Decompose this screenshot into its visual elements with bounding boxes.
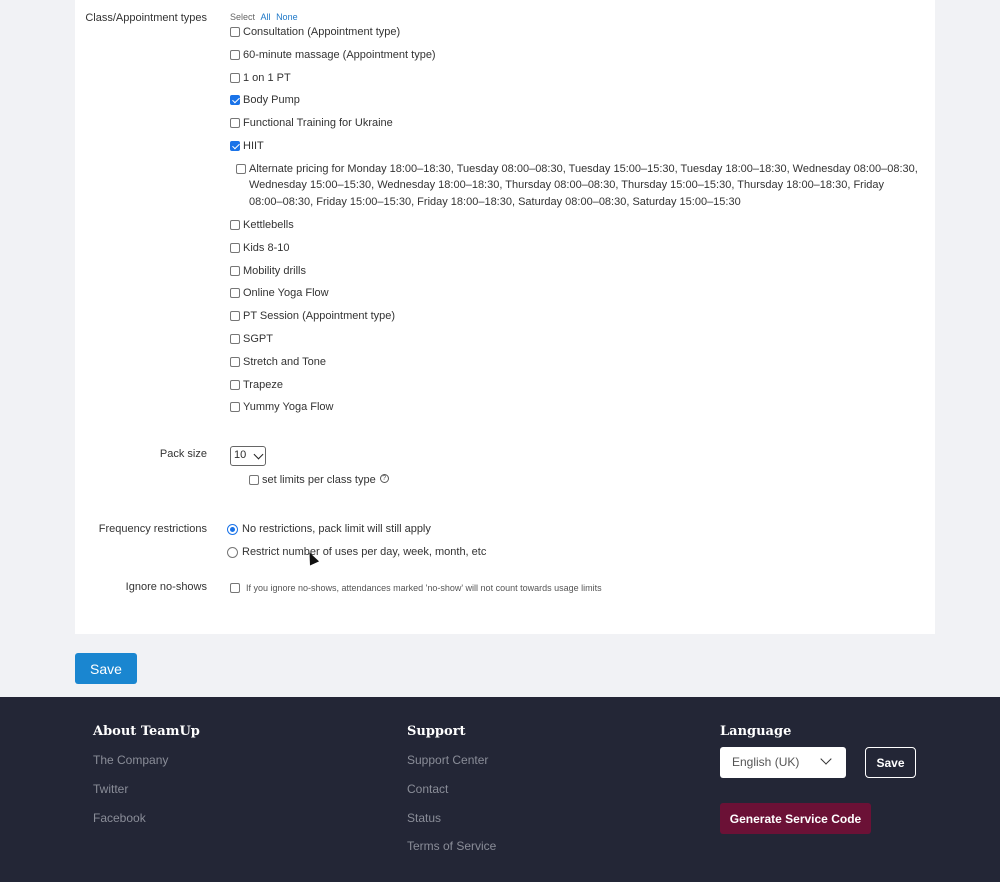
class-type-checkbox[interactable] [230,95,240,105]
select-none-link[interactable]: None [276,12,298,22]
class-type-item [230,331,920,347]
language-select[interactable] [720,747,846,778]
footer-about-heading: About TeamUp [93,724,200,739]
class-type-item [230,115,920,131]
class-type-item [230,354,920,370]
class-type-checkbox[interactable] [230,334,240,344]
footer-support-heading: Support [407,724,466,739]
class-type-label: Functional Training for Ukraine [243,117,393,130]
class-type-checkbox[interactable] [230,357,240,367]
class-type-label: Kids 8-10 [243,241,290,254]
class-type-checkbox[interactable] [230,243,240,253]
class-type-checkbox[interactable] [230,50,240,60]
class-type-label: Alternate pricing for Monday 18:00–18:30, Tuesday 08:00–08:30, Tuesday 15:00–15:30, Tuesday 18:00–18:30, Wednesday 08:00–08:30, Wednesday 15:00–15:30, Wednesday 18:00–18:30, Thursday 08:00–08:30, Thursday 15:00–15:30, Thursday 18:00–18:30, Friday 08:00–08:30, Friday 15:00–15:30, Friday 18:00–18:30, Saturday 08:00–08:30, Saturday 15:00–15:30 [249,162,918,208]
class-type-list [230,24,920,422]
class-type-item [230,92,920,108]
footer-support [407,724,496,868]
footer-link-support-center[interactable]: Support Center [407,753,489,767]
class-type-label: 1 on 1 PT [243,71,291,84]
radio-restrict-uses[interactable] [227,547,238,558]
class-type-label: Kettlebells [243,219,294,232]
select-prefix: Select [230,12,256,22]
class-type-item [230,399,920,415]
chevron-down-icon [820,753,831,764]
class-type-label: Consultation (Appointment type) [243,26,401,38]
frequency-option-label: Restrict number of uses per day, week, month, etc [242,546,487,558]
set-limits-row [249,474,389,486]
class-type-checkbox[interactable] [230,220,240,230]
class-type-item [230,138,920,154]
chevron-down-icon [254,450,264,460]
help-icon[interactable]: ? [380,474,389,483]
select-links [230,12,298,22]
class-type-checkbox[interactable] [230,141,240,151]
footer-link-twitter[interactable]: Twitter [93,781,129,796]
class-type-label: Trapeze [243,378,283,391]
class-type-checkbox[interactable] [230,27,240,37]
generate-service-code-button[interactable]: Generate Service Code [720,803,871,834]
class-type-item [230,308,920,324]
frequency-option-none[interactable] [227,523,431,535]
footer-language-heading: Language [720,724,792,739]
class-type-label: SGPT [243,333,273,346]
set-limits-checkbox[interactable] [249,475,259,485]
frequency-option-label: No restrictions, pack limit will still apply [242,523,431,535]
ignore-noshows-hint: If you ignore no-shows, attendances marked 'no-show' will not count towards usage limits [246,583,602,593]
class-type-checkbox[interactable] [230,402,240,412]
footer-about [93,724,200,839]
class-type-label: Body Pump [243,94,300,107]
class-type-item [230,285,920,301]
class-type-label: 60-minute massage (Appointment type) [243,48,436,61]
class-type-item [230,263,920,279]
save-button[interactable]: Save [75,653,137,684]
class-type-item [230,47,920,63]
class-type-item [230,377,920,393]
footer [0,697,1000,882]
radio-no-restrictions[interactable] [227,524,238,535]
language-save-button[interactable]: Save [865,747,916,778]
pack-size-select[interactable] [230,446,266,466]
footer-link-contact[interactable]: Contact [407,781,449,796]
footer-link-facebook[interactable]: Facebook [93,810,146,825]
class-type-label: Yummy Yoga Flow [243,401,334,414]
class-type-item [230,240,920,256]
pack-size-value: 10 [234,449,247,461]
class-type-checkbox[interactable] [230,380,240,390]
class-type-item [230,70,920,86]
language-value: English (UK) [732,755,800,769]
pack-size-label: Pack size [159,448,207,460]
class-type-label: Mobility drills [243,264,306,277]
select-all-link[interactable]: All [260,12,271,22]
footer-link-company[interactable]: The Company [93,753,169,767]
class-type-checkbox[interactable] [230,311,240,321]
footer-language [720,724,920,844]
frequency-option-restrict[interactable] [227,546,486,558]
class-types-label: Class/Appointment types [85,12,207,24]
form-card [75,0,935,634]
set-limits-label: set limits per class type [262,474,376,486]
class-type-checkbox[interactable] [236,164,246,174]
class-type-label: PT Session (Appointment type) [243,310,396,323]
class-type-item [230,161,920,211]
frequency-label: Frequency restrictions [98,523,207,535]
class-type-checkbox[interactable] [230,73,240,83]
class-type-label: Stretch and Tone [243,355,326,368]
ignore-noshows-row [230,583,602,593]
class-type-label: Online Yoga Flow [243,287,329,300]
class-type-checkbox[interactable] [230,288,240,298]
class-type-item [230,24,920,40]
class-type-checkbox[interactable] [230,118,240,128]
ignore-noshows-checkbox[interactable] [230,583,240,593]
footer-link-terms[interactable]: Terms of Service [407,839,497,854]
footer-link-status[interactable]: Status [407,810,442,825]
class-type-checkbox[interactable] [230,266,240,276]
class-type-label: HIIT [243,139,264,152]
ignore-noshows-label: Ignore no-shows [125,581,207,593]
class-type-item [230,217,920,233]
